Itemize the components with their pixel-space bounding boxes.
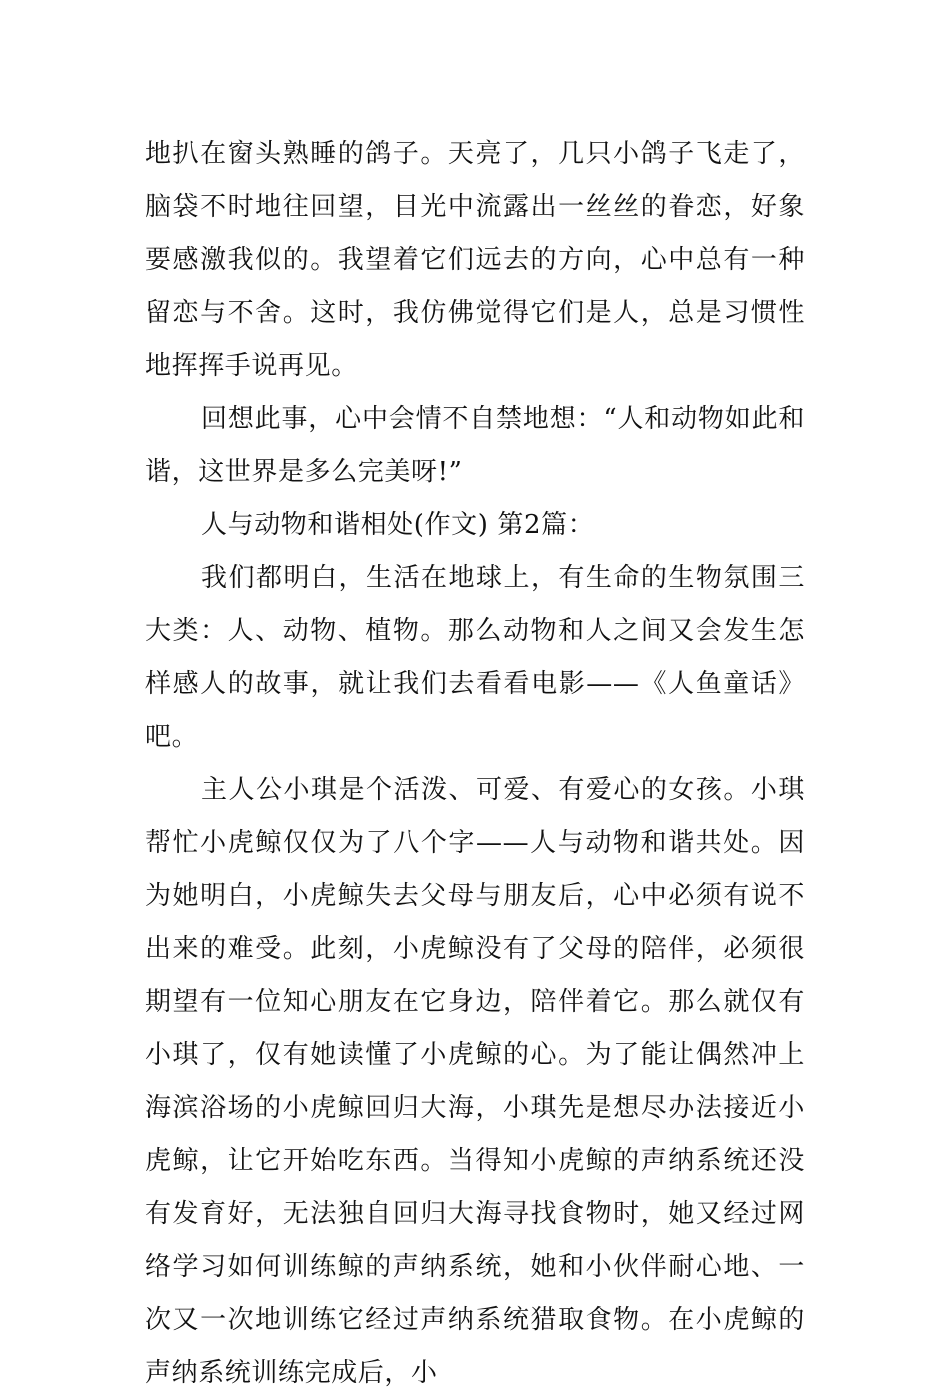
section-heading: 人与动物和谐相处(作文) 第2篇： — [201, 510, 595, 540]
paragraph-4: 主人公小琪是个活泼、可爱、有爱心的女孩。小琪帮忙小虎鲸仅仅为了八个字——人与动物和谐共处。因为她明白，小虎鲸失去父母与朋友后，心中必须有说不出来的难受。此刻，小虎鲸没有了父母的陪伴，必须很期望有一位知心朋友在它身边，陪伴着它。那么就仅有小琪了，仅有她读懂了小虎鲸的心。为了能让偶然冲上海滨浴场的小虎鲸回归大海，小琪先是想尽办法接近小虎鲸，让它开始吃东西。当得知小虎鲸的声纳系统还没有发育好，无法独自回归大海寻找食物时，她又经过网络学习如何训练鲸的声纳系统，她和小伙伴耐心地、一次又一次地训练它经过声纳系统猎取食物。在小虎鲸的声纳系统训练完成后，小 — [145, 775, 805, 1388]
document-page — [145, 128, 805, 1400]
paragraph-2: 回想此事，心中会情不自禁地想：“人和动物如此和谐，这世界是多么完美呀!” — [145, 404, 805, 487]
paragraph-3: 我们都明白，生活在地球上，有生命的生物氛围三大类：人、动物、植物。那么动物和人之间又会发生怎样感人的故事，就让我们去看看电影——《人鱼童话》吧。 — [145, 563, 805, 752]
paragraph-1: 地扒在窗头熟睡的鸽子。天亮了，几只小鸽子飞走了，脑袋不时地往回望，目光中流露出一丝丝的眷恋，好象要感激我似的。我望着它们远去的方向，心中总有一种留恋与不舍。这时，我仿佛觉得它们是人，总是习惯性地挥挥手说再见。 — [145, 139, 805, 381]
